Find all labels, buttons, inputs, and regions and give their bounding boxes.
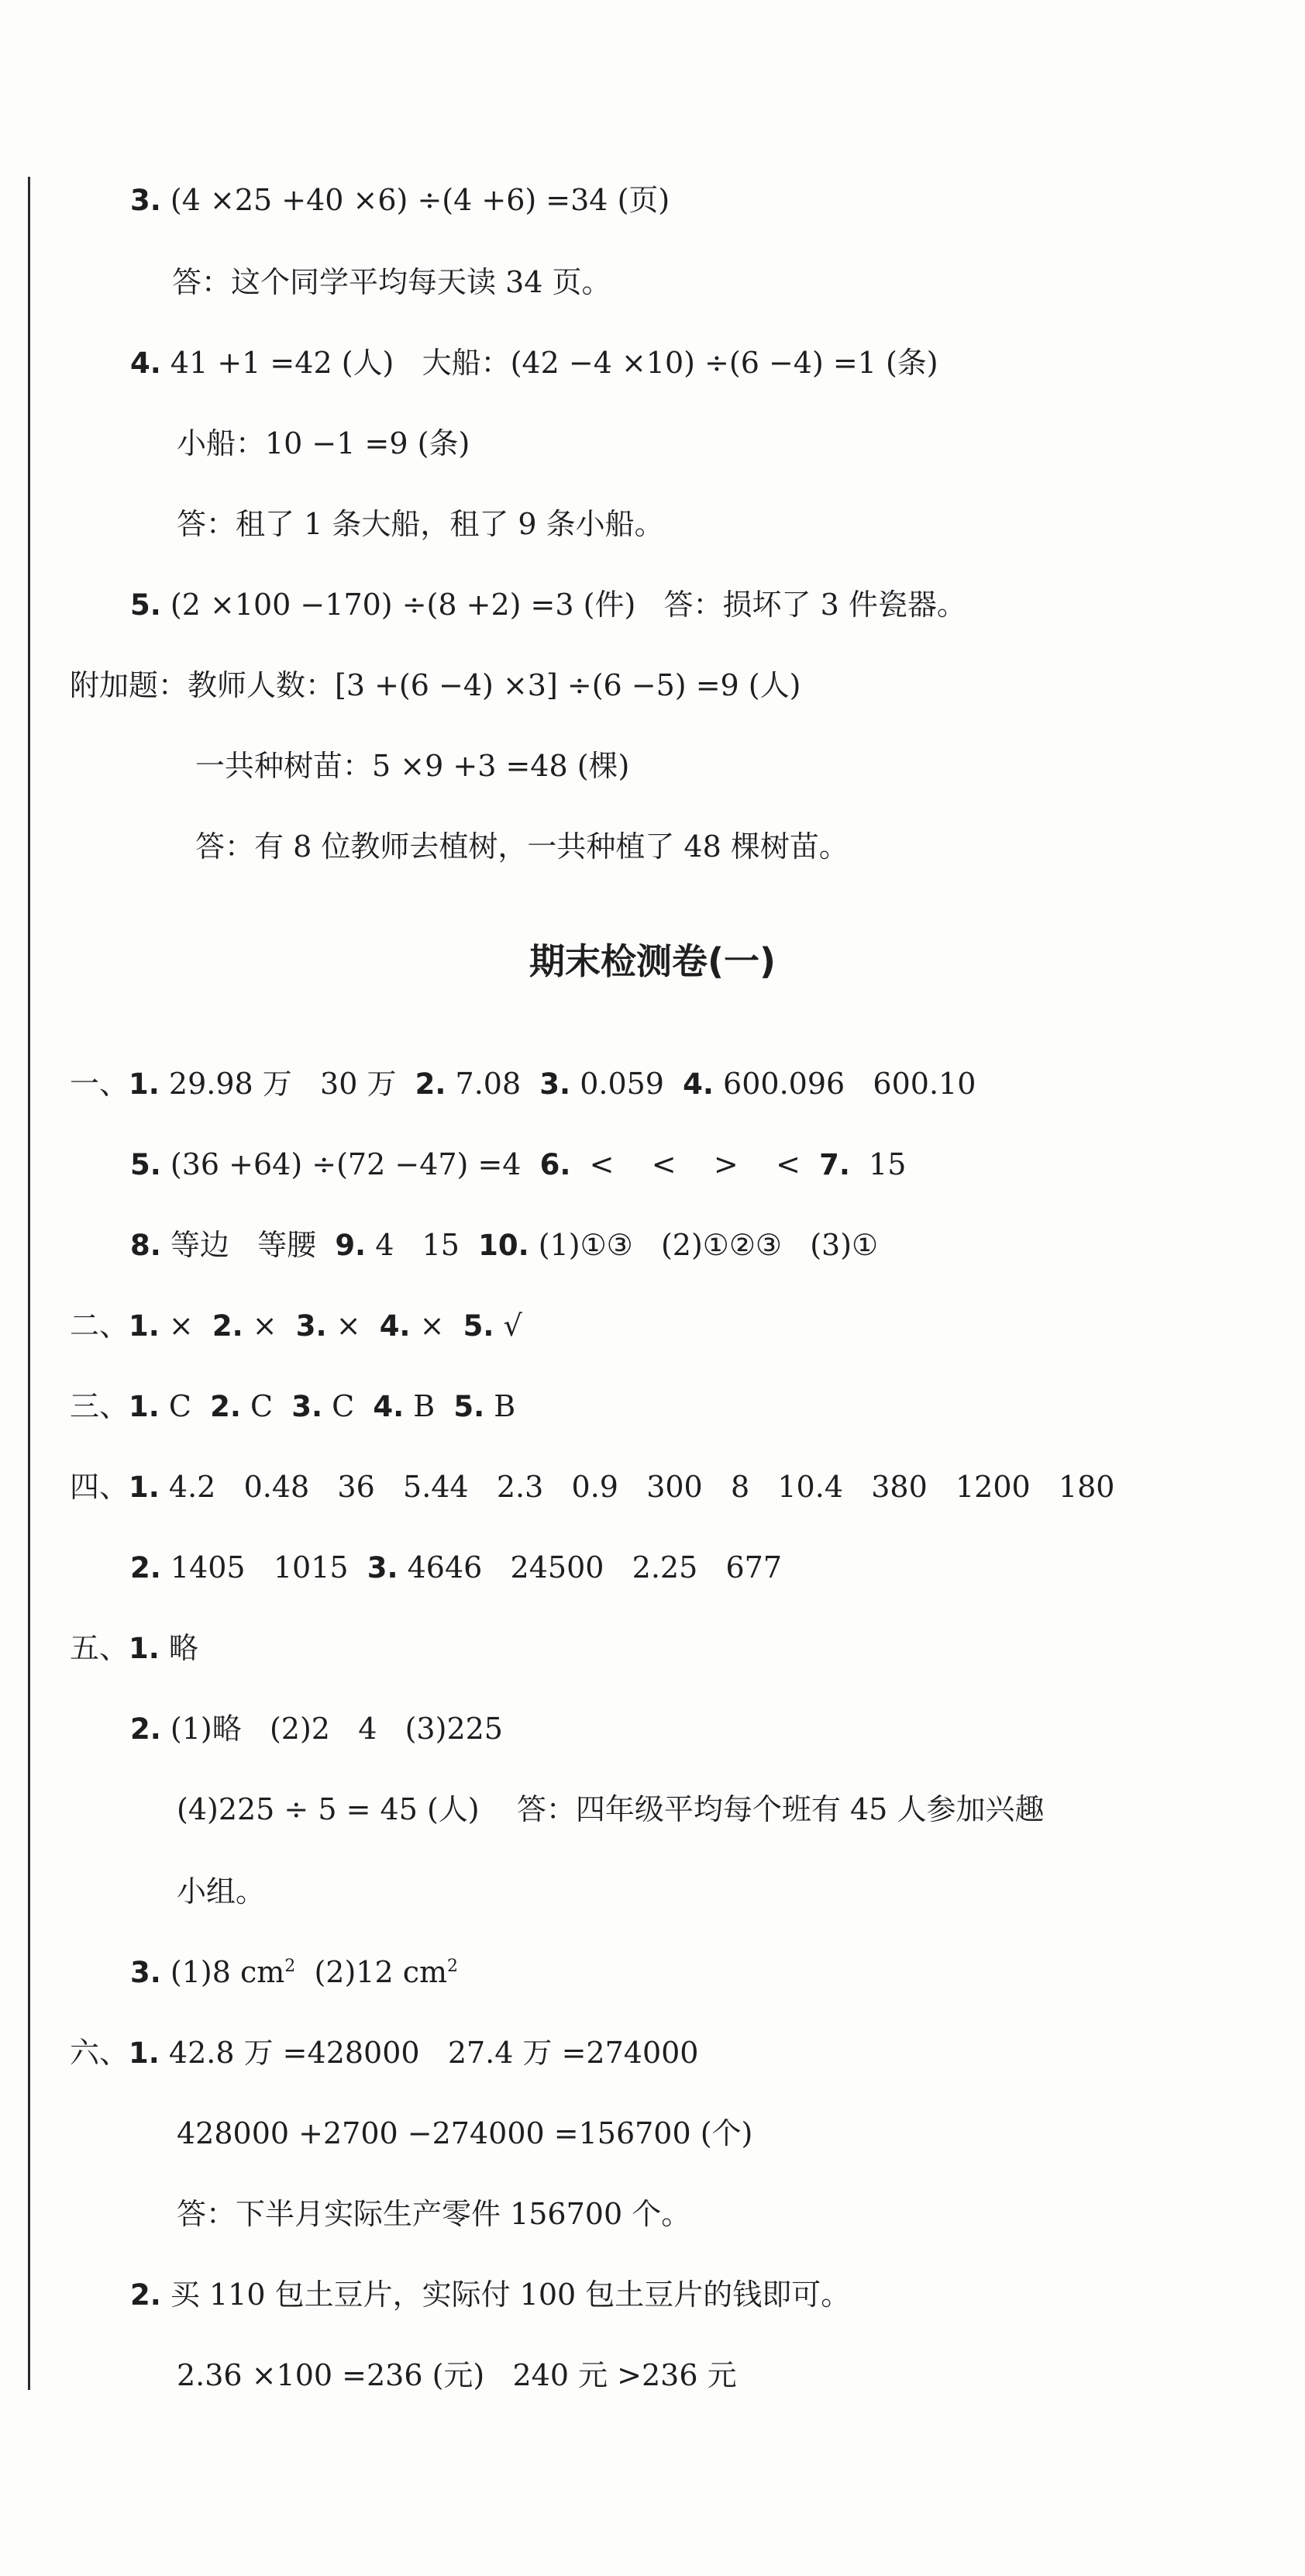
item-text: 15 (849, 1147, 907, 1181)
item-number: 6. (539, 1148, 571, 1181)
item-text: × (243, 1309, 296, 1343)
item-text: < < > < (570, 1147, 820, 1181)
item-text: √ (494, 1309, 522, 1343)
item-text: × (326, 1309, 380, 1343)
section-two-row (70, 1305, 522, 1347)
extra-label: 附加题： (70, 668, 188, 702)
q4-number: 4. (130, 347, 161, 380)
item-number: 1. (129, 2036, 160, 2070)
superscript: 2 (284, 1957, 296, 1976)
item-number: 2. (130, 2278, 161, 2312)
section-six-row2: 428000 +2700 −274000 =156700 (个) (177, 2116, 753, 2150)
extra-teachers: 教师人数：[3 +(6 −4) ×3] ÷(6 −5) =9 (人) (188, 668, 801, 702)
item-number: 9. (335, 1229, 367, 1262)
section-one-row3 (130, 1225, 878, 1266)
q5-expression: (2 ×100 −170) ÷(8 +2) =3 (件) 答：损坏了 3 件瓷器。 (170, 588, 966, 622)
section-five-row5 (130, 1952, 458, 1993)
page-title: 期末检测卷(一) (529, 940, 776, 982)
q3-answer: 答：这个同学平均每天读 34 页。 (172, 265, 611, 299)
item-text: 略 (159, 1631, 198, 1665)
item-number: 2. (130, 1551, 161, 1585)
item-text: (1)8 cm (160, 1955, 285, 1989)
section-six-row5: 2.36 ×100 =236 (元) 240 元 >236 元 (177, 2358, 737, 2392)
item-number: 2. (415, 1067, 446, 1101)
section-five-row2 (130, 1709, 503, 1750)
item-text: (1)①③ (2)①②③ (3)① (529, 1228, 879, 1262)
section-five-label: 五、 (70, 1631, 129, 1665)
q3-expression: (4 ×25 +40 ×6) ÷(4 +6) =34 (页) (170, 183, 670, 217)
section-three-label: 三、 (70, 1389, 129, 1423)
section-four-row2 (130, 1547, 782, 1588)
item-number: 2. (210, 1390, 241, 1423)
section-one-row1 (70, 1064, 976, 1105)
section-five-row3: (4)225 ÷ 5 = 45 (人) 答：四年级平均每个班有 45 人参加兴趣 (177, 1792, 1045, 1826)
superscript: 2 (447, 1957, 459, 1976)
item-number: 2. (212, 1309, 243, 1343)
q4-answer: 答：租了 1 条大船，租了 9 条小船。 (177, 507, 664, 541)
item-text: B (484, 1389, 516, 1423)
q3-line (130, 180, 670, 221)
item-text: × (159, 1309, 212, 1343)
item-text: B (404, 1389, 454, 1423)
item-number: 3. (367, 1551, 398, 1585)
section-two-label: 二、 (70, 1309, 129, 1343)
item-number: 4. (683, 1067, 714, 1101)
margin-rule (28, 177, 30, 2390)
item-number: 1. (129, 1471, 160, 1504)
section-four-label: 四、 (70, 1470, 129, 1504)
q4-line (130, 343, 938, 384)
item-text: (36 +64) ÷(72 −47) =4 (170, 1147, 540, 1181)
item-text: (2)12 cm (295, 1955, 448, 1989)
item-text: 600.096 600.10 (713, 1067, 976, 1101)
item-text: (1)略 (2)2 4 (3)225 (160, 1712, 503, 1746)
extra-answer: 答：有 8 位教师去植树，一共种植了 48 棵树苗。 (195, 829, 849, 864)
section-three-row (70, 1386, 515, 1427)
section-six-row4 (130, 2274, 850, 2316)
item-number: 3. (295, 1309, 327, 1343)
section-one-row2 (130, 1144, 906, 1185)
section-six-row3: 答：下半月实际生产零件 156700 个。 (177, 2197, 691, 2231)
item-number: 10. (478, 1229, 529, 1262)
section-six-row1 (70, 2033, 698, 2074)
item-text: C (240, 1389, 292, 1423)
item-text: × (410, 1309, 463, 1343)
extra-line (70, 665, 801, 705)
section-six-label: 六、 (70, 2036, 129, 2070)
item-number: 3. (291, 1390, 323, 1423)
item-number: 3. (130, 1956, 161, 1989)
item-text: 29.98 万 30 万 (168, 1067, 415, 1101)
item-number: 4. (379, 1309, 411, 1343)
item-text: 0.059 (570, 1067, 683, 1101)
item-number: 5. (463, 1309, 494, 1343)
item-text: 1405 1015 (160, 1550, 367, 1585)
item-text: 7.08 (446, 1067, 540, 1101)
item-text: 42.8 万 =428000 27.4 万 =274000 (159, 2036, 699, 2070)
item-number: 7. (819, 1148, 850, 1181)
q4-small-boat: 小船：10 −1 =9 (条) (177, 426, 470, 460)
item-text: 4646 24500 2.25 677 (398, 1550, 783, 1585)
item-text: 4.2 0.48 36 5.44 2.3 0.9 300 8 10.4 380 1200 180 (159, 1470, 1115, 1504)
item-number: 3. (539, 1067, 571, 1101)
q4-expression: 41 +1 =42 (人) 大船：(42 −4 ×10) ÷(6 −4) =1 (条) (170, 346, 938, 380)
item-text: 买 110 包土豆片，实际付 100 包土豆片的钱即可。 (160, 2278, 851, 2312)
q3-number: 3. (130, 184, 161, 217)
q5-number: 5. (130, 588, 161, 622)
section-five-row4: 小组。 (177, 1874, 266, 1909)
item-number: 5. (130, 1148, 161, 1181)
extra-trees: 一共种树苗：5 ×9 +3 =48 (棵) (195, 749, 630, 783)
item-number: 1. (129, 1067, 160, 1101)
section-one-label: 一、 (70, 1067, 129, 1101)
section-four-row1 (70, 1467, 1114, 1508)
item-number: 5. (453, 1390, 485, 1423)
item-number: 1. (129, 1309, 160, 1343)
section-five-row1 (70, 1628, 198, 1669)
item-number: 4. (373, 1390, 405, 1423)
item-text: C (322, 1389, 374, 1423)
q5-line (130, 585, 966, 626)
item-text: C (159, 1389, 211, 1423)
item-number: 1. (129, 1390, 160, 1423)
item-text: 4 15 (366, 1228, 479, 1262)
item-number: 8. (130, 1229, 161, 1262)
item-number: 1. (129, 1632, 160, 1665)
item-number: 2. (130, 1712, 161, 1746)
item-text: 等边 等腰 (170, 1228, 336, 1262)
